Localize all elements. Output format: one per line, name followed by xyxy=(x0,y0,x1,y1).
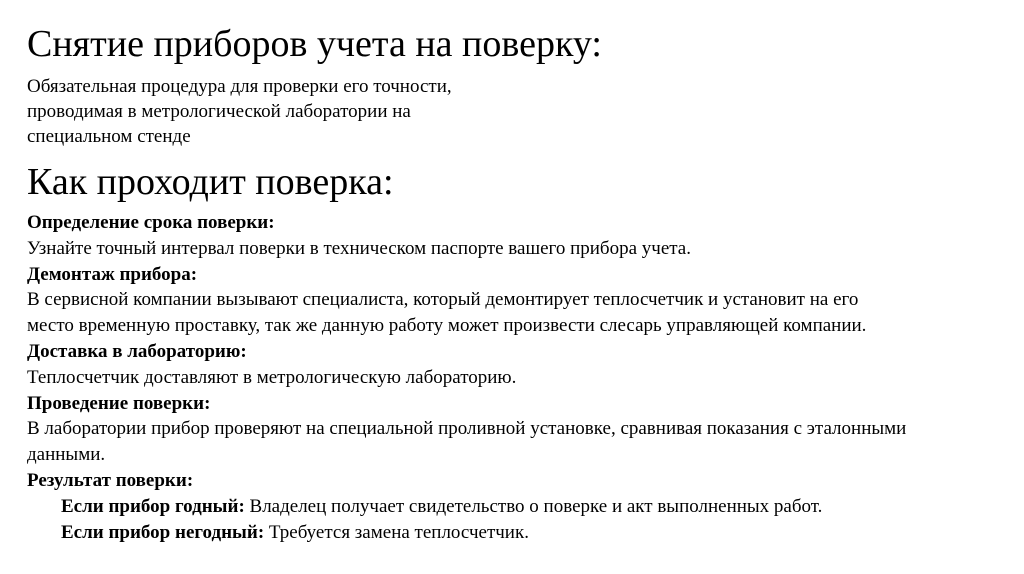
step-text: Узнайте точный интервал поверки в техническом паспорте вашего прибора учета. xyxy=(27,237,691,259)
result-bad-label: Если прибор негодный: xyxy=(61,521,265,543)
section-title: Как проходит поверка: xyxy=(27,161,394,203)
result-good xyxy=(27,494,1022,520)
step-heading-verification: Проведение поверки: xyxy=(27,392,211,414)
step-text: В сервисной компании вызывают специалиста, который демонтирует теплосчетчик и установит на его xyxy=(27,289,859,311)
step-heading-result: Результат поверки: xyxy=(27,469,194,491)
intro-paragraph xyxy=(27,74,547,149)
step-text: данными. xyxy=(27,444,106,466)
result-good-text: Владелец получает свидетельство о поверке и акт выполненных работ. xyxy=(244,495,823,517)
intro-line: проводимая в метрологической лаборатории на xyxy=(27,101,411,122)
page-title: Снятие приборов учета на поверку: xyxy=(27,23,602,65)
result-bad xyxy=(27,520,1022,546)
step-heading-delivery: Доставка в лабораторию: xyxy=(27,340,247,362)
step-heading-term: Определение срока поверки: xyxy=(27,212,275,233)
steps-list xyxy=(27,210,1022,545)
intro-line: специальном стенде xyxy=(27,126,191,147)
result-good-label: Если прибор годный: xyxy=(61,495,245,517)
result-bad-text: Требуется замена теплосчетчик. xyxy=(264,521,529,543)
step-text: место временную проставку, так же данную работу может произвести слесарь управляющей компании. xyxy=(27,315,867,337)
step-heading-dismantling: Демонтаж прибора: xyxy=(27,263,198,285)
step-text: В лаборатории прибор проверяют на специальной проливной установке, сравнивая показания с эталонными xyxy=(27,418,907,440)
intro-line: Обязательная процедура для проверки его точности, xyxy=(27,76,452,97)
step-text: Теплосчетчик доставляют в метрологическую лабораторию. xyxy=(27,366,517,388)
